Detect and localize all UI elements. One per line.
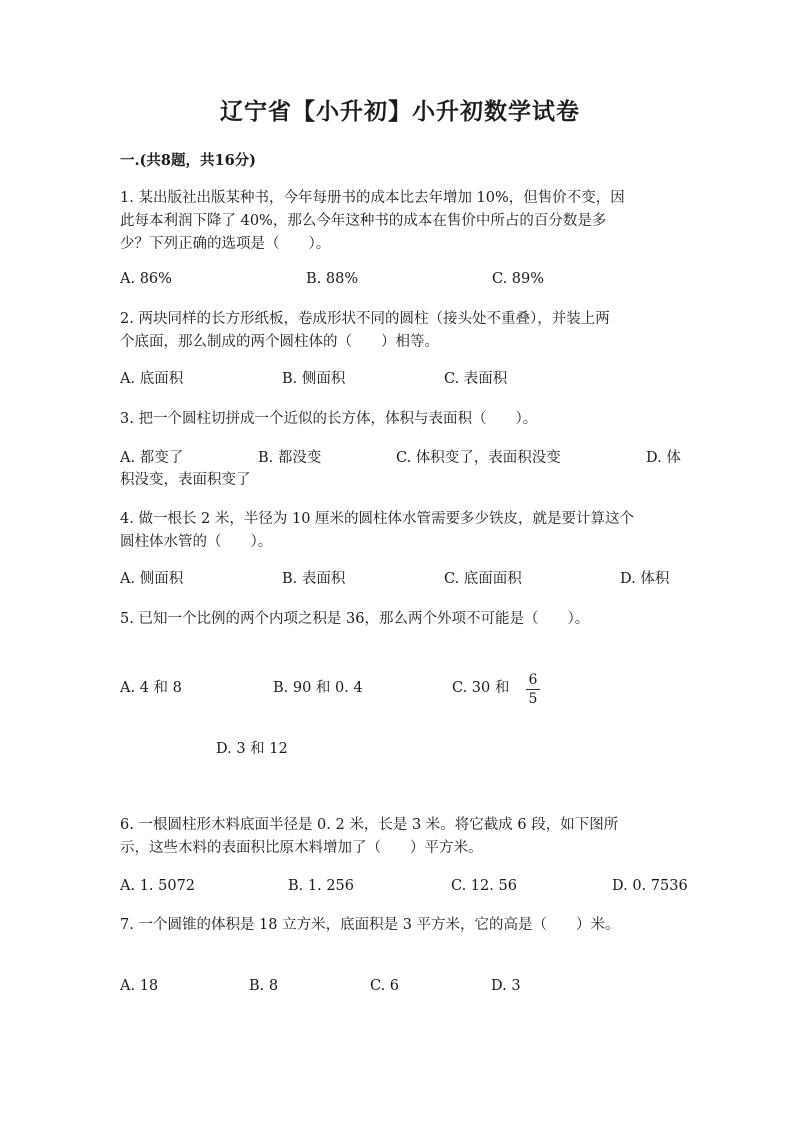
question-6-option-b: B. 1. 256 (288, 878, 354, 894)
question-1-line-2: 此每本利润下降了 40%，那么今年这种书的成本在售价中所占的百分数是多 (120, 213, 607, 229)
question-3-option-d-continued: 积没变，表面积变了 (120, 472, 251, 488)
section-heading: 一.(共8题，共16分) (120, 152, 257, 169)
question-3-option-b: B. 都没变 (258, 450, 322, 466)
question-3-option-d: D. 体 (646, 450, 681, 466)
question-7-option-b: B. 8 (249, 978, 279, 994)
question-5-line-1: 5. 已知一个比例的两个内项之积是 36，那么两个外项不可能是（ ）。 (120, 611, 590, 627)
question-7-option-a: A. 18 (120, 978, 159, 994)
fraction-numerator: 6 (528, 672, 538, 688)
question-7-option-d: D. 3 (491, 978, 521, 994)
question-5-option-d: D. 3 和 12 (216, 741, 288, 757)
question-1-option-b: B. 88% (306, 271, 359, 287)
question-1-option-a: A. 86% (120, 271, 172, 287)
question-6-option-d: D. 0. 7536 (612, 878, 688, 894)
question-2-line-1: 2. 两块同样的长方形纸板，卷成形状不同的圆柱（接头处不重叠），并装上两 (120, 311, 610, 327)
question-1-line-3: 少？下列正确的选项是（ ）。 (120, 236, 331, 252)
question-7-line-1: 7. 一个圆锥的体积是 18 立方米，底面积是 3 平方米，它的高是（ ）米。 (120, 917, 620, 933)
page-title: 辽宁省【小升初】小升初数学试卷 (220, 98, 580, 125)
question-1-line-1: 1. 某出版社出版某种书，今年每册书的成本比去年增加 10%，但售价不变，因 (120, 190, 625, 206)
question-3-option-a: A. 都变了 (120, 450, 184, 466)
question-7-option-c: C. 6 (370, 978, 400, 994)
question-5-option-a: A. 4 和 8 (120, 680, 182, 696)
question-1-option-c: C. 89% (492, 271, 545, 287)
question-2-option-b: B. 侧面积 (282, 371, 346, 387)
fraction-bar (526, 689, 540, 690)
question-3-option-c: C. 体积变了，表面积没变 (396, 450, 561, 466)
question-5-option-b: B. 90 和 0. 4 (273, 680, 363, 696)
question-5-option-c: C. 30 和 (452, 680, 510, 696)
question-3-line-1: 3. 把一个圆柱切拼成一个近似的长方体，体积与表面积（ ）。 (120, 411, 538, 427)
question-4-option-c: C. 底面面积 (444, 571, 522, 587)
question-4-option-a: A. 侧面积 (120, 571, 184, 587)
question-4-option-d: D. 体积 (620, 571, 670, 587)
question-2-line-2: 个底面，那么制成的两个圆柱体的（ ）相等。 (120, 334, 439, 350)
question-6-line-1: 6. 一根圆柱形木料底面半径是 0. 2 米，长是 3 米。将它截成 6 段，如下图所 (120, 817, 619, 833)
fraction-denominator: 5 (528, 691, 538, 707)
question-4-line-2: 圆柱体水管的（ ）。 (120, 534, 273, 550)
question-6-line-2: 示，这些木料的表面积比原木料增加了（ ）平方米。 (120, 840, 483, 856)
question-6-option-c: C. 12. 56 (451, 878, 517, 894)
question-2-option-c: C. 表面积 (444, 371, 508, 387)
question-4-line-1: 4. 做一根长 2 米，半径为 10 厘米的圆柱体水管需要多少铁皮，就是要计算这个 (120, 511, 635, 527)
question-5-fraction (526, 672, 540, 707)
question-2-option-a: A. 底面积 (120, 371, 184, 387)
question-4-option-b: B. 表面积 (282, 571, 346, 587)
question-6-option-a: A. 1. 5072 (120, 878, 196, 894)
